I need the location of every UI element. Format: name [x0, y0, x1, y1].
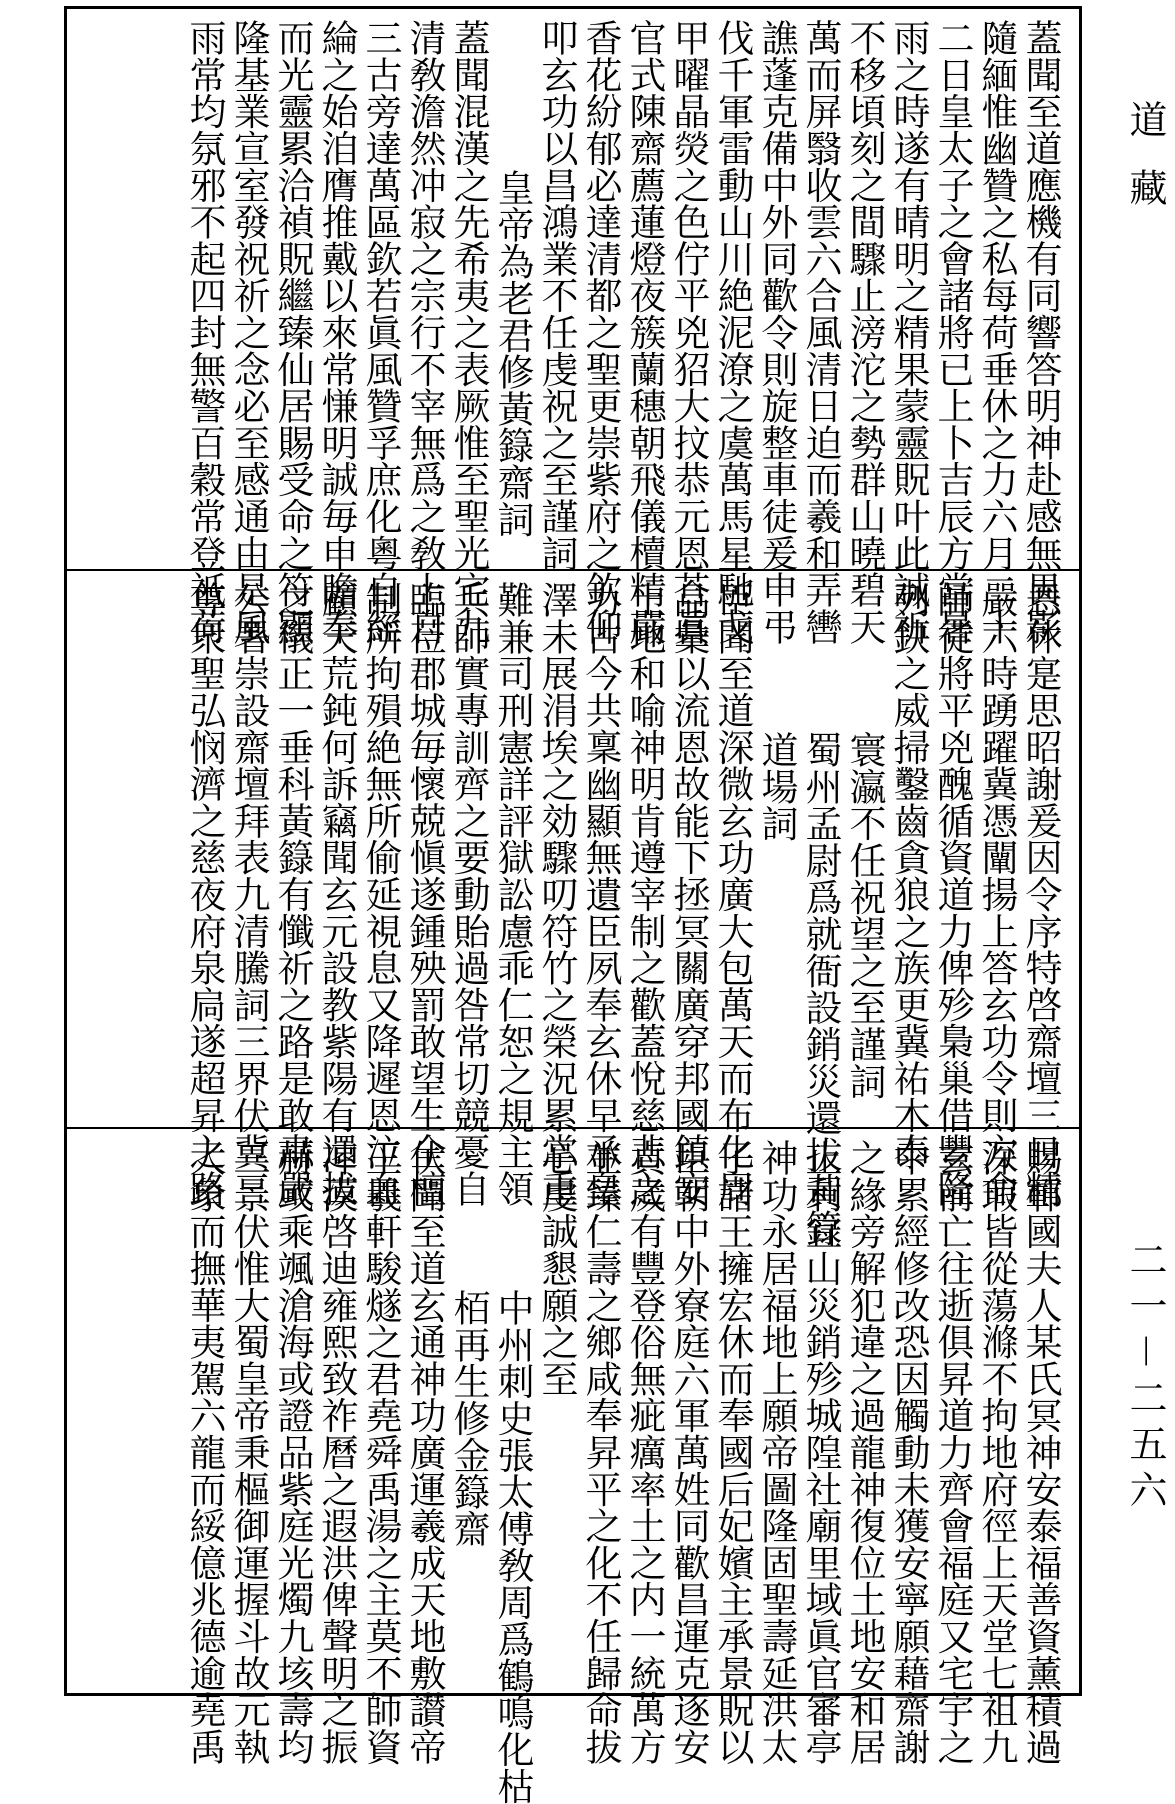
text-column: 清敎澹然冲寂之宗行不宰無爲之敎上自: [403, 19, 446, 645]
text-column: 伏聞至道玄通神功廣運羲成天地敷讃帝: [403, 1139, 446, 1765]
text-column: 玄前亡往逝俱昇道力齊會福庭又宅宇之: [931, 1139, 974, 1765]
text-column: 之儀正一垂科黃籙有懺祈之路是敢肅嚴: [271, 581, 314, 1207]
text-column: 心虔誠懇願之至: [535, 1139, 578, 1397]
text-column: 止利宜山災銷殄城隍社廟里域眞官審亭: [799, 1139, 842, 1765]
text-column: 蜀州孟尉爲就衙設銷災還拔黃籙: [799, 731, 842, 1247]
text-column: 土地和喻神明肯遵宰制之歡蓋悅慈悲之: [623, 581, 666, 1207]
text-column: 嚴六時踴躍冀憑闡揚上答玄功令則方命: [975, 581, 1018, 1207]
text-column: 二日皇太子之會諸將已上卜吉辰方當暑: [931, 19, 974, 645]
text-column: 兵師實專訓齊之要動貽過咎常切競憂自: [447, 581, 490, 1207]
text-column: 中州刺史張太傅敎周爲鶴鳴化枯: [491, 1289, 534, 1804]
page-frame: [64, 6, 1082, 1804]
text-column: 栢再生修金籙齋: [447, 1289, 490, 1547]
text-column: 官式陳齋薦蓮燈夜簇蘭穗朝飛儀櫝精嚴: [623, 19, 666, 645]
text-column: 萬而屏翳收雲六合風清日迫而羲和弄轡: [799, 19, 842, 645]
top-text-columns: [75, 19, 1062, 645]
text-column: 隆基業宣室發祝祈之念必至感通由是風: [227, 19, 270, 645]
text-column: 難兼司刑憲詳評獄訟慮乖仁恕之規主領: [491, 581, 534, 1207]
text-column: 公署崇設齋壇拜表九清騰詞三界伏冀三: [227, 581, 270, 1207]
text-column: 中累經修改恐因觸動未獲安寧願藉齋謝: [887, 1139, 930, 1765]
text-column: 皇帝為老君修黃籙齋詞: [491, 169, 534, 538]
text-column: 道場詞: [755, 731, 798, 842]
text-column: 師徒將平兇醜循資道力俾殄梟巢借豐隆: [931, 581, 974, 1207]
text-column: 制所拘殞絶無所偷延視息又降遲恩泣血: [359, 581, 402, 1207]
bottom-text-columns: [75, 1139, 1062, 1804]
text-column: 之緣旁解犯違之過龍神復位土地安和居: [843, 1139, 886, 1765]
text-column: 三古旁達萬區欽若眞風贊孚庶化粵自經: [359, 19, 402, 645]
text-column: 澤未展涓埃之効驟叨符竹之榮況累掌重: [535, 581, 578, 1207]
middle-text-columns: [75, 581, 1062, 1247]
text-column: 伐千軍雷動山川絶泥潦之虞萬馬星馳戈: [711, 19, 754, 645]
text-column: 臣朝中外寮庭六軍萬姓同歡昌運克逐安: [667, 1139, 710, 1765]
text-column: 雨之時遂有晴明之精果蒙靈貺叶此誠祈: [887, 19, 930, 645]
text-column: 顧天荒鈍何訴竊聞玄元設教紫陽有還拔: [315, 581, 358, 1207]
text-column: 綸之始洎膺推戴以來常慊明誠毎申瞻奉: [315, 19, 358, 645]
text-column: 品彙以流恩故能下拯冥關廣穿邦國鎮安: [667, 581, 710, 1207]
text-column: 力古今共稟幽顯無遺臣夙奉玄休早承皇: [579, 581, 622, 1207]
text-column: 冲漠啓迪雍熙致祚曆之遐洪俾聲明之振: [315, 1139, 358, 1765]
text-column: 子諸王擁宏休而奉國后妃嬪主承景貺以: [711, 1139, 754, 1765]
text-column: 三景伏惟大蜀皇帝秉樞御運握斗故元執: [227, 1139, 270, 1765]
text-column: 王羲軒駿燧之君堯舜禹湯之主莫不師資: [359, 1139, 402, 1765]
text-column: 賜鄆國夫人某氏冥神安泰福善資薰積過: [1019, 1139, 1062, 1765]
text-column: 深瑕皆從蕩滌不拘地府徑上天堂七祖九: [975, 1139, 1018, 1765]
text-column: 不移頃刻之間驟止滂沱之勢群山曉碧天: [843, 19, 886, 645]
text-column: 隨緬惟幽贊之私每荷垂休之力六月二十: [975, 19, 1018, 645]
text-column: 雨常均氛邪不起四封無警百穀常登祇荷: [183, 19, 226, 645]
text-column: 香花紛郁必達清都之聖更崇紫府之欽仰: [579, 19, 622, 645]
page-number: 二一－二五六: [1123, 1240, 1167, 1517]
text-column: 而光靈累洽禎貺繼臻仙居賜受命之符顯: [271, 19, 314, 645]
text-column: 赫或乘颯滄海或證品紫庭光燭九垓壽均: [271, 1139, 314, 1765]
text-column: 神功永居福地上願帝圖隆固聖壽延洪太: [755, 1139, 798, 1765]
text-column: 寰瀛不任祝望之至謹詞: [843, 731, 886, 1100]
text-column: 甲曜晶熒之色佇平兇㹦大抆恭元恩荅眞: [667, 19, 710, 645]
text-column: 貞歲有豐登俗無疵癘率土之内一統萬方: [623, 1139, 666, 1765]
text-column: 蓋聞混漢之先希夷之表厥惟至聖光宅九: [447, 19, 490, 645]
text-column: 臣聞至道深微玄功廣大包萬天而布化周: [711, 581, 754, 1207]
text-column: 叩玄功以昌鴻業不任虔祝之至謹詞: [535, 19, 578, 572]
text-column: 尊衆聖弘悯濟之慈夜府泉扃遂超昇之路: [183, 581, 226, 1207]
text-column: 並臻仁壽之鄉咸奉昇平之化不任歸命拔: [579, 1139, 622, 1765]
middle-register: [67, 571, 1079, 1247]
text-column: 臨莅郡城毎懷兢愼遂鍾殃罰敢望生全檀: [403, 581, 446, 1207]
canon-name: 道藏: [1123, 100, 1167, 236]
text-column: 譙蓬克備中外同歡令則旋整車徒爰申弔: [755, 19, 798, 645]
text-column: 恩休寔思昭謝爰因令序特啓齋壇三日精: [1019, 581, 1062, 1207]
top-register: [67, 9, 1079, 645]
text-column: 列鈌之威掃鑿齒貪狼之族更冀祐木泰: [887, 581, 930, 1170]
text-column: 蓋聞至道應機有同響答明神赴感無異影: [1019, 19, 1062, 645]
bottom-register: [67, 1129, 1079, 1804]
text-column: 大象而撫華夷駕六龍而綏億兆德逾堯禹: [183, 1139, 226, 1765]
